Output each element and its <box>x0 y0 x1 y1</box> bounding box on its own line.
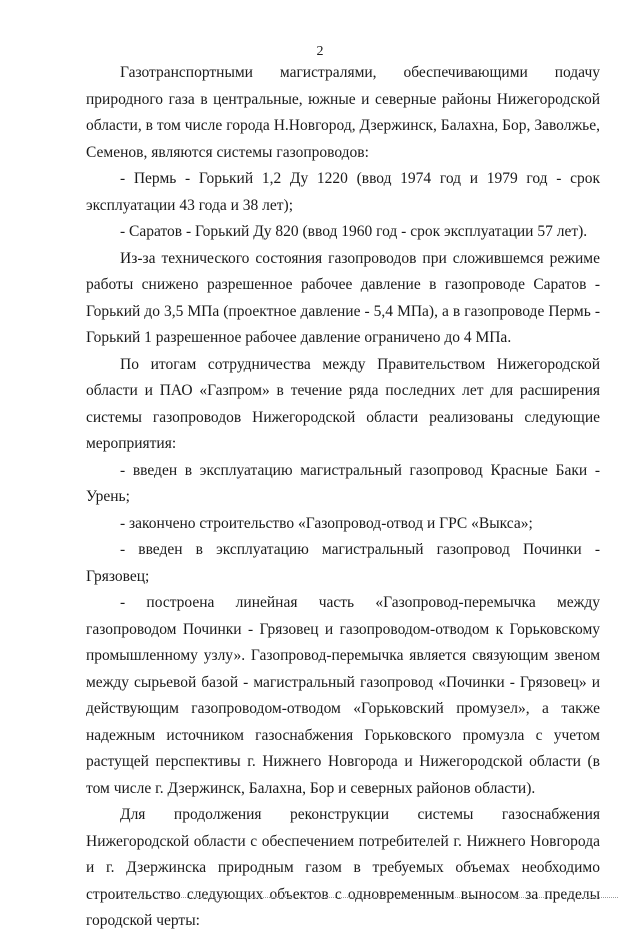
page-number: 2 <box>316 44 324 59</box>
paragraph-perm-gorky: - Пермь - Горький 1,2 Ду 1220 (ввод 1974 год и 1979 год - срок эксплуатации 43 года и 38 лет); <box>86 170 600 214</box>
paragraph-reconstruction: Для продолжения реконструкции системы газоснабжения Нижегородской области с обеспечением потребителей г. Нижнего Новгорода и г. Дзержинска природным газом в требуемых объемах необходимо строительство следующих объектов с одновременным выносом за пределы городской черты: <box>86 806 600 929</box>
paragraph-gas-mains: Газотранспортными магистралями, обеспечивающими подачу природного газа в центральные, южные и северные районы Нижегородской области, в том числе города Н.Новгород, Дзержинск, Балахна, Бор, Заволжье, Семенов, являются системы газопроводов: <box>86 64 600 161</box>
paragraph-cooperation: По итогам сотрудничества между Правительством Нижегородской области и ПАО «Газпром» в течение ряда последних лет для расширения системы газопроводов Нижегородской области реализованы следующие мероприятия: <box>86 355 600 452</box>
paragraph-saratov-gorky: - Саратов - Горький Ду 820 (ввод 1960 год - срок эксплуатации 57 лет). <box>120 223 588 240</box>
paragraph-vyksa: - закончено строительство «Газопровод-отвод и ГРС «Выкса»; <box>120 514 533 532</box>
document-body <box>86 60 600 935</box>
paragraph-connector: - построена линейная часть «Газопровод-перемычка между газопроводом Починки - Грязовец и газопроводом-отводом к Горьковскому промышленному узлу». Газопровод-перемычка является связующим звеном между сырьевой базой - магистральный газопровод «Починки - Грязовец» и действующим газопроводом-отводом «Горьковский промузел», а также надежным источником газоснабжения Горьковского промузла с учетом растущей перспективы г. Нижнего Новгорода и Нижегородской области (в том числе г. Дзержинск, Балахна, Бор и северных районов области). <box>86 594 600 797</box>
paragraph-pressure: Из-за технического состояния газопроводов при сложившемся режиме работы снижено разрешенное рабочее давление в газопроводе Саратов - Горький до 3,5 МПа (проектное давление - 5,4 МПа), а в газопроводе Пермь - Горький 1 разрешенное рабочее давление ограничено до 4 МПа. <box>86 249 600 346</box>
paragraph-krasnye-baki: - введен в эксплуатацию магистральный газопровод Красные Баки - Урень; <box>86 461 600 505</box>
footer-divider <box>118 897 618 898</box>
paragraph-pochinki: - введен в эксплуатацию магистральный газопровод Починки - Грязовец; <box>86 541 600 585</box>
